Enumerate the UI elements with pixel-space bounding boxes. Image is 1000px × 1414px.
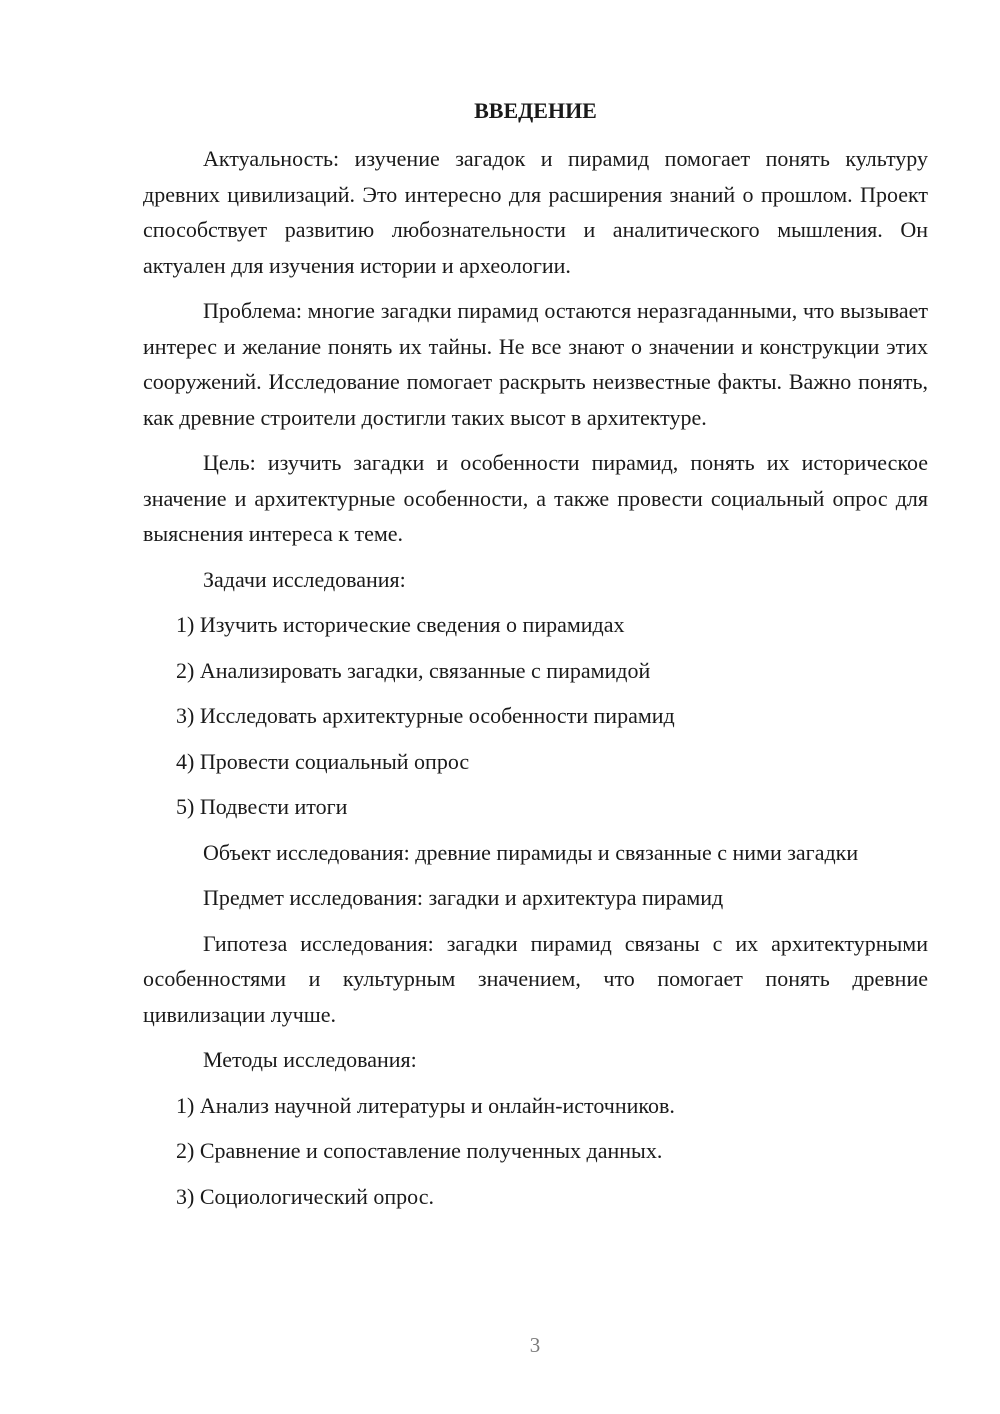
problem-paragraph: Проблема: многие загадки пирамид остаются неразгаданными, что вызывает интерес и желание понять их тайны. Не все знают о значении и конструкции этих сооружений. Исследование помогает раскрыть неизвестные факты. Важно понять, как древние строители достигли таких высот в архитектуре. [143,298,928,430]
subject-paragraph: Предмет исследования: загадки и архитектура пирамид [203,885,724,910]
list-item: 3) Социологический опрос. [176,1183,434,1209]
object-paragraph: Объект исследования: древние пирамиды и связанные с ними загадки [203,839,859,865]
hypothesis-paragraph: Гипотеза исследования: загадки пирамид связаны с их архитектурными особенностями и культурным значением, что помогает понять древние цивилизации лучше. [143,930,928,1027]
list-item: 3) Исследовать архитектурные особенности пирамид [176,703,675,728]
list-item: 1) Изучить исторические сведения о пирамидах [176,612,625,637]
list-item: 4) Провести социальный опрос [176,748,470,774]
relevance-paragraph: Актуальность: изучение загадок и пирамид помогает понять культуру древних цивилизаций. Это интересно для расширения знаний о прошлом. Проект способствует развитию любознательности и аналитического мышления. Он актуален для изучения истории и археологии. [143,146,928,278]
goal-paragraph: Цель: изучить загадки и особенности пирамид, понять их историческое значение и архитектурные особенности, а также провести социальный опрос для выяснения интереса к теме. [143,450,928,546]
tasks-list [143,607,928,825]
list-item: 1) Анализ научной литературы и онлайн-источников. [176,1092,675,1118]
document-page [143,93,928,1224]
page-number: 3 [529,1333,541,1357]
tasks-heading: Задачи исследования: [203,566,406,592]
list-item: 2) Анализировать загадки, связанные с пирамидой [176,657,651,683]
section-title: ВВЕДЕНИЕ [474,98,597,123]
list-item: 5) Подвести итоги [176,794,348,819]
methods-list [143,1088,928,1215]
methods-heading: Методы исследования: [203,1047,417,1072]
list-item: 2) Сравнение и сопоставление полученных данных. [176,1138,663,1163]
